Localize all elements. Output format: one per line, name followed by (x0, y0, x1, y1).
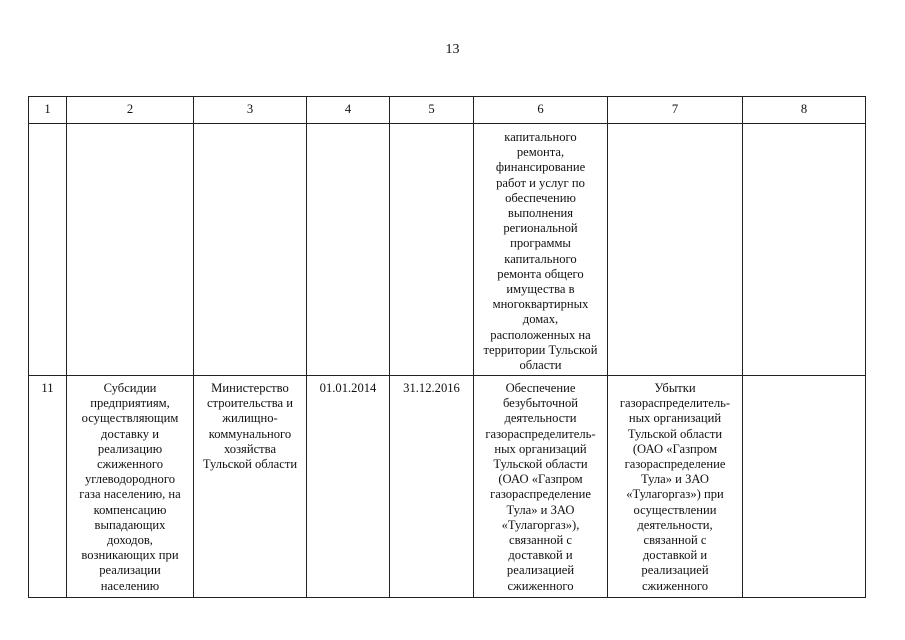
column-header: 6 (474, 97, 608, 124)
table-row-continuation (29, 124, 866, 376)
table-cell-executor: Министерство строительства и жилищно- коммунального хозяйства Тульской области (194, 376, 307, 598)
column-header: 3 (194, 97, 307, 124)
column-header: 2 (67, 97, 194, 124)
table-cell-number: 11 (29, 376, 67, 598)
column-header: 4 (307, 97, 390, 124)
table-row-11 (29, 376, 866, 598)
table-cell-task: капитального ремонта, финансирование работ и услуг по обеспечению выполнения региональной программы капитального ремонта общего имущества в многоквартирных домах, расположенных на территории Тульской области (474, 124, 608, 376)
table-cell-result: Убытки газораспределитель- ных организаций Тульской области (ОАО «Газпром газораспределение Тула» и ЗАО «Тулагоргаз») при осуществлении деятельности, связанной с доставкой и реализацией сжиженного (608, 376, 743, 598)
table-cell-measure: Субсидии предприятиям, осуществляющим доставку и реализацию сжиженного углеводородного газа населению, на компенсацию выпадающих доходов, возникающих при реализации населению (67, 376, 194, 598)
table-cell (29, 124, 67, 376)
table-cell (743, 376, 866, 598)
page-number: 13 (445, 42, 460, 57)
table-cell (743, 124, 866, 376)
table-cell-task: Обеспечение безубыточной деятельности газораспределитель- ных организаций Тульской области (ОАО «Газпром газораспределение Тула» и ЗАО «Тулагоргаз»), связанной с доставкой и реализацией сжиженного (474, 376, 608, 598)
column-header: 5 (390, 97, 474, 124)
column-header: 7 (608, 97, 743, 124)
column-header: 8 (743, 97, 866, 124)
table-cell (608, 124, 743, 376)
table-cell-end-date: 31.12.2016 (390, 376, 474, 598)
table-cell (390, 124, 474, 376)
table-header-row (29, 97, 866, 124)
table-cell (307, 124, 390, 376)
table-cell (67, 124, 194, 376)
table-cell-start-date: 01.01.2014 (307, 376, 390, 598)
table-cell (194, 124, 307, 376)
program-table (28, 96, 866, 598)
column-header: 1 (29, 97, 67, 124)
